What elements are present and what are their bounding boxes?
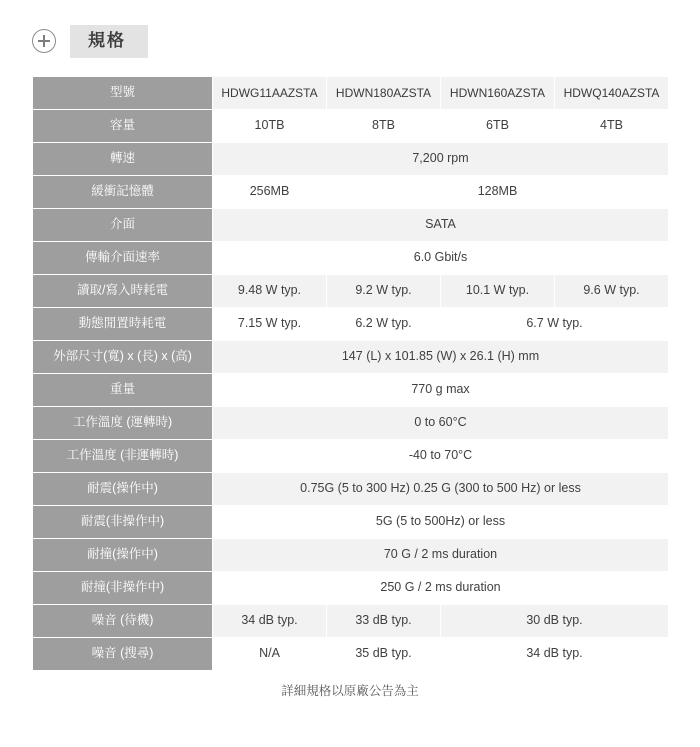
table-row xyxy=(33,209,669,242)
model-cell: HDWN180AZSTA xyxy=(327,77,441,110)
table-row xyxy=(33,473,669,506)
row-label: 耐撞(操作中) xyxy=(33,539,213,572)
model-cell: HDWN160AZSTA xyxy=(441,77,555,110)
row-label: 耐震(操作中) xyxy=(33,473,213,506)
spec-footnote: 詳細規格以原廠公告為主 xyxy=(281,684,419,698)
row-label: 工作溫度 (非運轉時) xyxy=(33,440,213,473)
table-cell: 35 dB typ. xyxy=(327,638,441,671)
table-cell: 9.6 W typ. xyxy=(555,275,669,308)
table-row xyxy=(33,308,669,341)
row-label: 工作溫度 (運轉時) xyxy=(33,407,213,440)
row-label: 緩衝記憶體 xyxy=(33,176,213,209)
table-cell: 9.48 W typ. xyxy=(213,275,327,308)
spec-table-body xyxy=(33,77,669,671)
table-row xyxy=(33,176,669,209)
table-cell: N/A xyxy=(213,638,327,671)
table-row xyxy=(33,275,669,308)
row-label: 讀取/寫入時耗電 xyxy=(33,275,213,308)
spec-page xyxy=(0,24,700,747)
row-label: 外部尺寸(寬) x (長) x (高) xyxy=(33,341,213,374)
table-cell: 6.2 W typ. xyxy=(327,308,441,341)
table-cell: 6.7 W typ. xyxy=(441,308,669,341)
spec-table-container xyxy=(32,76,668,699)
table-row xyxy=(33,539,669,572)
table-cell: 256MB xyxy=(213,176,327,209)
table-cell: 9.2 W typ. xyxy=(327,275,441,308)
specifications-table xyxy=(32,76,669,671)
table-cell: 10.1 W typ. xyxy=(441,275,555,308)
row-label: 耐震(非操作中) xyxy=(33,506,213,539)
row-label: 重量 xyxy=(33,374,213,407)
table-cell: 30 dB typ. xyxy=(441,605,669,638)
table-cell: SATA xyxy=(213,209,669,242)
table-cell: 33 dB typ. xyxy=(327,605,441,638)
table-cell: 10TB xyxy=(213,110,327,143)
table-cell: 7,200 rpm xyxy=(213,143,669,176)
page-title: 規格 xyxy=(70,25,148,58)
table-row xyxy=(33,110,669,143)
table-cell: 34 dB typ. xyxy=(441,638,669,671)
table-cell: 5G (5 to 500Hz) or less xyxy=(213,506,669,539)
row-label: 噪音 (搜尋) xyxy=(33,638,213,671)
table-cell: 250 G / 2 ms duration xyxy=(213,572,669,605)
table-row xyxy=(33,407,669,440)
model-cell: HDWG11AAZSTA xyxy=(213,77,327,110)
table-cell: 70 G / 2 ms duration xyxy=(213,539,669,572)
row-label: 耐撞(非操作中) xyxy=(33,572,213,605)
table-cell: 6.0 Gbit/s xyxy=(213,242,669,275)
table-cell: 34 dB typ. xyxy=(213,605,327,638)
model-cell: HDWQ140AZSTA xyxy=(555,77,669,110)
row-label: 傳輸介面速率 xyxy=(33,242,213,275)
row-label: 噪音 (待機) xyxy=(33,605,213,638)
table-cell: -40 to 70°C xyxy=(213,440,669,473)
table-row xyxy=(33,374,669,407)
table-row xyxy=(33,341,669,374)
row-label: 容量 xyxy=(33,110,213,143)
table-cell: 128MB xyxy=(327,176,669,209)
plus-circle-icon[interactable] xyxy=(32,29,56,53)
table-cell: 0 to 60°C xyxy=(213,407,669,440)
table-cell: 770 g max xyxy=(213,374,669,407)
row-label: 轉速 xyxy=(33,143,213,176)
table-row xyxy=(33,506,669,539)
table-cell: 0.75G (5 to 300 Hz) 0.25 G (300 to 500 Hz) or less xyxy=(213,473,669,506)
table-cell: 147 (L) x 101.85 (W) x 26.1 (H) mm xyxy=(213,341,669,374)
table-cell: 7.15 W typ. xyxy=(213,308,327,341)
table-row xyxy=(33,638,669,671)
row-label: 動態閒置時耗電 xyxy=(33,308,213,341)
table-cell: 6TB xyxy=(441,110,555,143)
table-row xyxy=(33,572,669,605)
table-row xyxy=(33,143,669,176)
section-header xyxy=(32,24,700,58)
table-row xyxy=(33,440,669,473)
table-row xyxy=(33,77,669,110)
table-cell: 4TB xyxy=(555,110,669,143)
table-row xyxy=(33,242,669,275)
table-cell: 8TB xyxy=(327,110,441,143)
row-label: 介面 xyxy=(33,209,213,242)
table-row xyxy=(33,605,669,638)
row-label: 型號 xyxy=(33,77,213,110)
